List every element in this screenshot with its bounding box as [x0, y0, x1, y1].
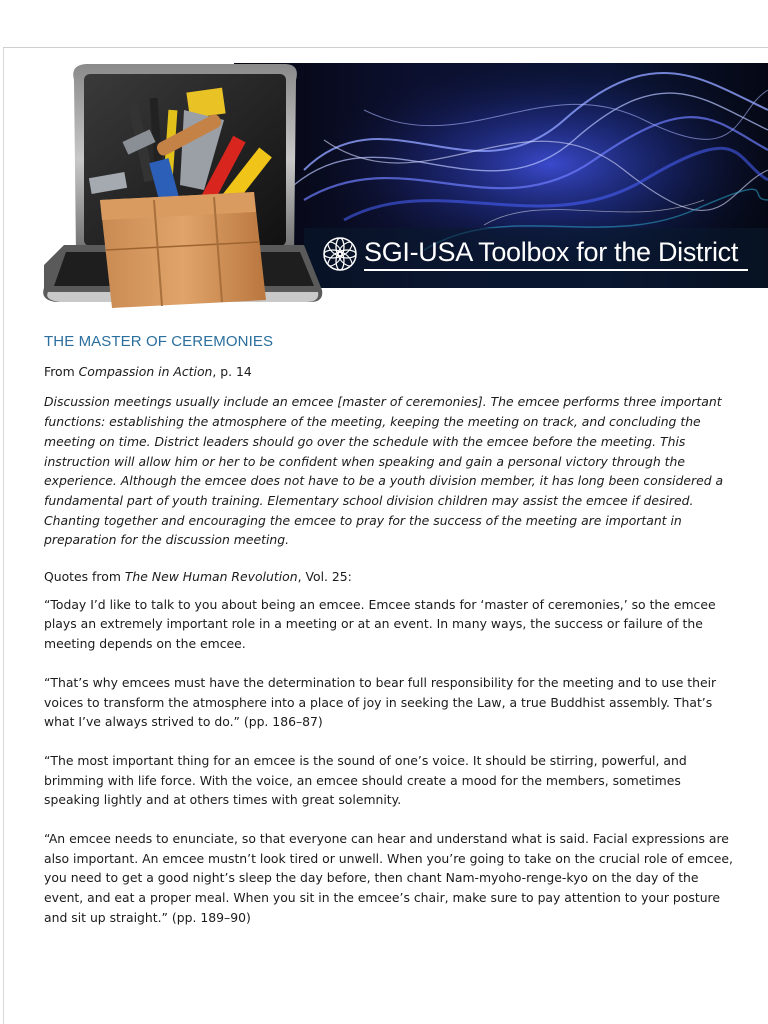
section-heading: THE MASTER OF CEREMONIES [44, 333, 274, 350]
banner-title: SGI-USA Toolbox for the District [364, 237, 739, 267]
excerpt-paragraph: Discussion meetings usually include an emcee [master of ceremonies]. The emcee performs three important functions: establishing the atmosphere of the meeting, keeping the meeting on track, and concluding the meeting on time. District leaders should go over the schedule with the emcee before the meeting. This instruction will allow him or her to be confident when speaking and gain a personal victory through the experience. Although the emcee does not have to be a youth division member, it has long been considered a fundamental part of youth training. Elementary school division children may assist the emcee if desired. Chanting together and encouraging the emcee to pray for the success of the meeting are important in preparation for the discussion meeting. [44, 394, 724, 548]
header-banner [4, 50, 768, 332]
quotes-intro-suffix: , Vol. 25: [297, 569, 352, 585]
source-citation [44, 362, 734, 382]
quote-paragraph: “An emcee needs to enunciate, so that everyone can hear and understand what is said. Facial expressions are also important. An emcee mustn’t look tired or unwell. When you’re going to take on the crucial role of emcee, you need to get a good night’s sleep the day before, then chant Nam-myoho-renge-kyo on the day of the event, and eat a proper meal. When you sit in the emcee’s chair, make sure to pay attention to your posture and sit up straight.” (pp. 189–90) [44, 831, 733, 925]
quotes-intro [44, 567, 734, 587]
document-body [44, 330, 734, 947]
quotes-intro-prefix: Quotes from [44, 569, 125, 585]
banner-artwork [4, 50, 768, 332]
source-prefix: From [44, 363, 79, 379]
banner-title-underline [364, 269, 748, 271]
quote-paragraph: “The most important thing for an emcee is the sound of one’s voice. It should be stirring, powerful, and brimming with life force. With the voice, an emcee should create a mood for the members, sometimes speaking lightly and at others times with great solemnity. [44, 752, 687, 808]
quote-paragraph: “Today I’d like to talk to you about being an emcee. Emcee stands for ‘master of ceremonies,’ so the emcee plays an extremely important role in a meeting or at an event. In many ways, the success or failure of the meeting depends on the emcee. [44, 596, 716, 652]
quote-paragraph: “That’s why emcees must have the determination to bear full responsibility for the meeting and to use their voices to transform the atmosphere into a place of joy in seeking the Law, a true Buddhist assembly. That’s what I’ve always strived to do.” (pp. 186–87) [44, 674, 717, 730]
quotes-book-title: The New Human Revolution [124, 569, 298, 585]
source-suffix: , p. 14 [212, 363, 252, 379]
source-book-title: Compassion in Action [78, 363, 213, 379]
